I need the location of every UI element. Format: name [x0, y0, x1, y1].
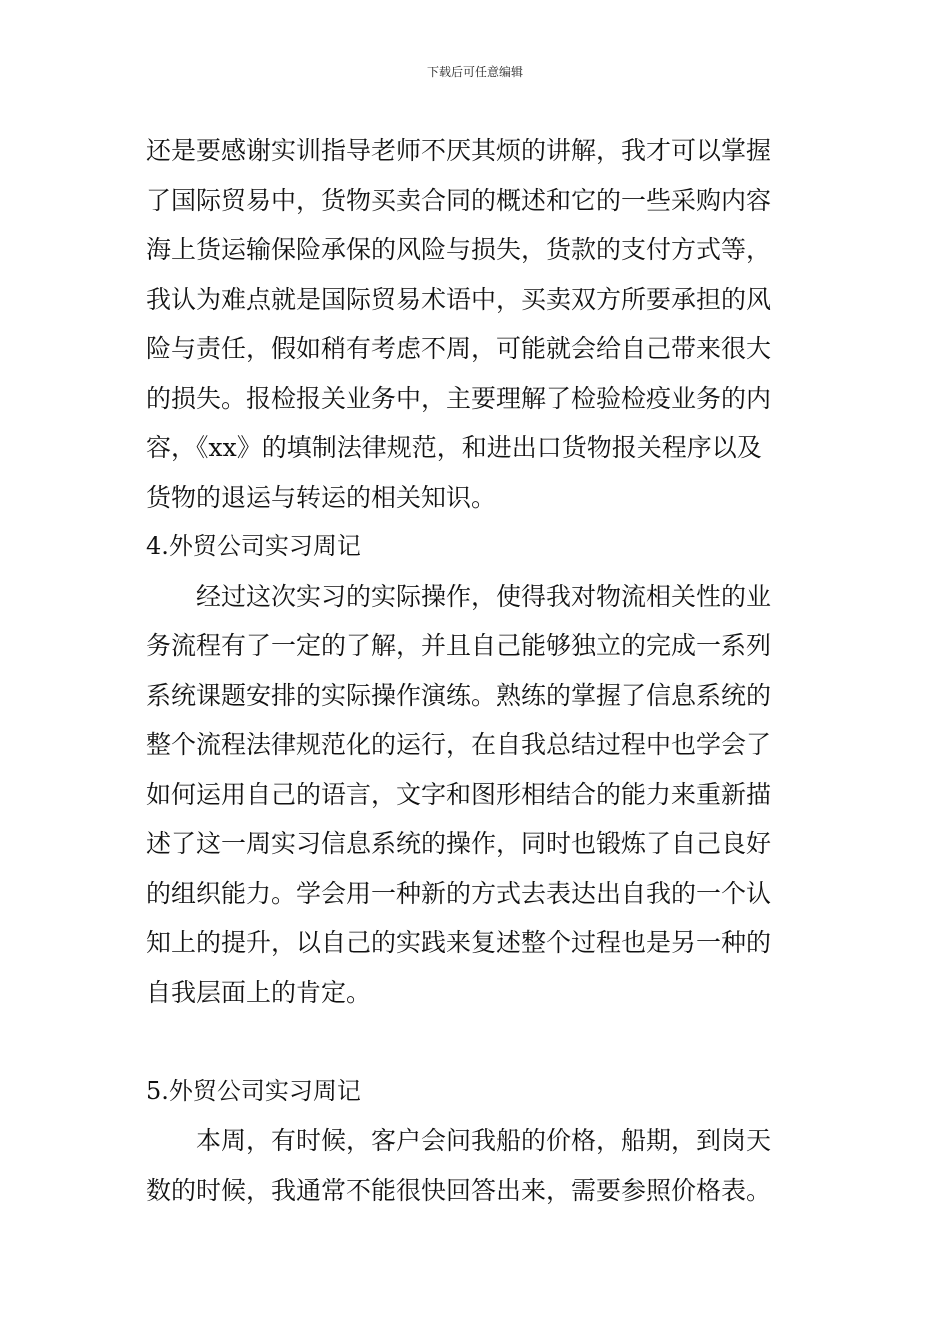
- section-4-paragraph: [146, 572, 810, 1018]
- text-line: 知上的提升，以自己的实践来复述整个过程也是另一种的: [146, 928, 772, 957]
- text-line: 本周，有时候，客户会问我船的价格，船期，到岗天: [196, 1126, 772, 1155]
- text-line: 货物的退运与转运的相关知识。: [146, 482, 497, 512]
- text-line: 海上货运输保险承保的风险与损失，货款的支付方式等，: [146, 235, 772, 264]
- section-4-heading: 4.外贸公司实习周记: [146, 532, 361, 560]
- text-line: 还是要感谢实训指导老师不厌其烦的讲解，我才可以掌握: [146, 136, 772, 165]
- paragraph-thanks: [146, 126, 810, 522]
- page-header: 下载后可任意编辑: [426, 65, 523, 79]
- text-line: 经过这次实习的实际操作，使得我对物流相关性的业: [196, 581, 772, 611]
- text-line: 务流程有了一定的了解，并且自己能够独立的完成一系列: [146, 631, 772, 660]
- text-line: 系统课题安排的实际操作演练。熟练的掌握了信息系统的: [146, 680, 772, 710]
- text-line: 我认为难点就是国际贸易术语中，买卖双方所要承担的风: [146, 284, 772, 314]
- blank-line: [146, 1017, 810, 1067]
- text-line: 整个流程法律规范化的运行，在自我总结过程中也学会了: [146, 730, 772, 759]
- text-line: 述了这一周实习信息系统的操作，同时也锻炼了自己良好: [146, 829, 772, 858]
- text-line: 容，《xx》的填制法律规范，和进出口货物报关程序以及: [146, 433, 762, 462]
- text-line: 如何运用自己的语言，文字和图形相结合的能力来重新描: [146, 779, 772, 809]
- document-body: [146, 126, 810, 1215]
- text-line: 的损失。报检报关业务中，主要理解了检验检疫业务的内: [146, 383, 772, 413]
- text-line: 险与责任，假如稍有考虑不周，可能就会给自己带来很大: [146, 334, 772, 363]
- text-line: 数的时候，我通常不能很快回答出来，需要参照价格表。: [146, 1175, 772, 1205]
- text-line: 自我层面上的肯定。: [146, 977, 372, 1007]
- text-line: 了国际贸易中，货物买卖合同的概述和它的一些采购内容: [146, 185, 772, 215]
- text-line: 的组织能力。学会用一种新的方式去表达出自我的一个认: [146, 878, 772, 908]
- section-5-heading: 5.外贸公司实习周记: [146, 1076, 361, 1105]
- section-5-paragraph: [146, 1116, 810, 1215]
